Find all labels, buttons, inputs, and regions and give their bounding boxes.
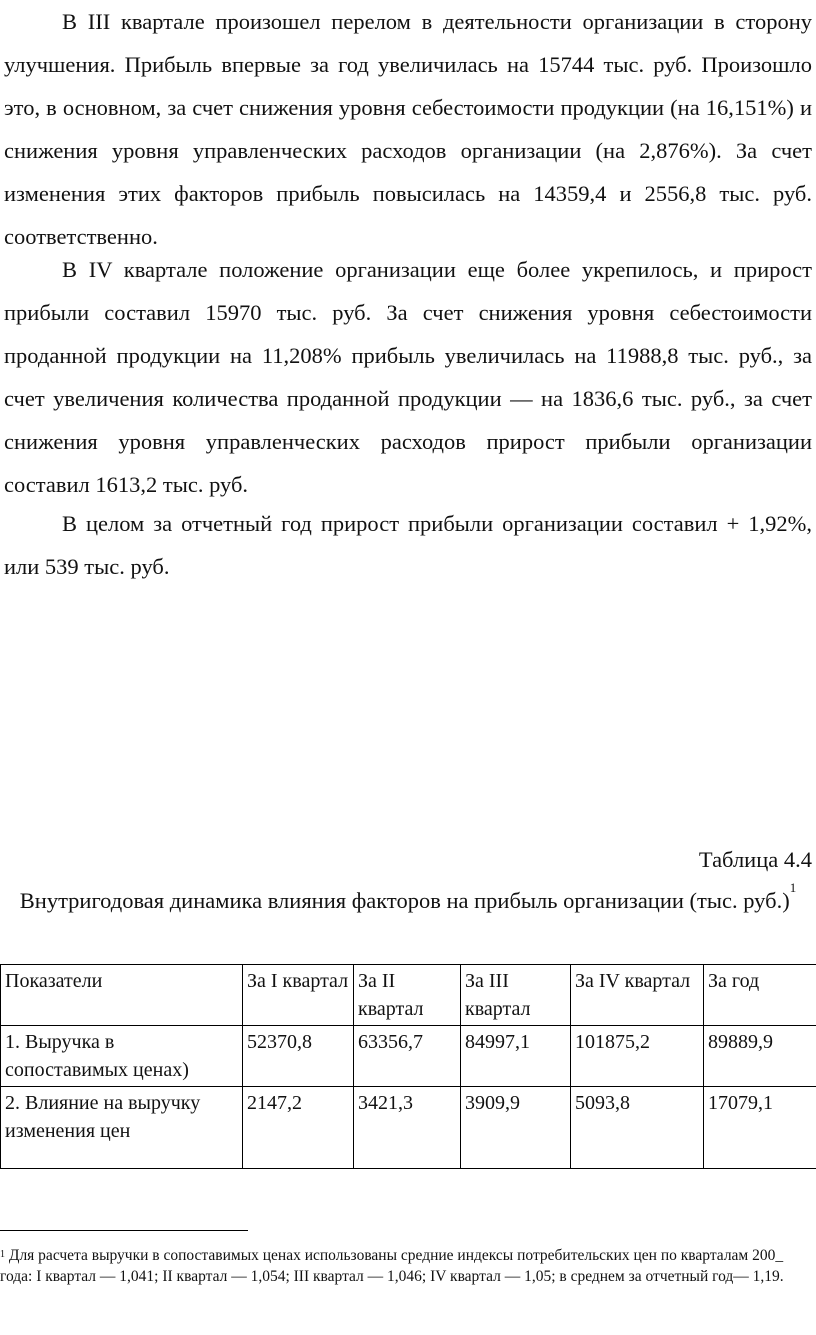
table-cell: 84997,1 — [461, 1026, 571, 1087]
footnote-separator — [0, 1230, 248, 1231]
footnote-reference: 1 — [789, 880, 797, 895]
header-q1: За I квартал — [243, 965, 354, 1026]
table-cell: 52370,8 — [243, 1026, 354, 1087]
factors-table — [0, 964, 816, 1169]
paragraph-q4: В IV квартале положение организации еще более укрепилось, и прирост прибыли составил 15970 тыс. руб. За счет снижения уровня себестоимости проданной продукции на 11,208% прибыль увеличилась на 11988,8 тыс. руб., за счет увеличения количества проданной продукции — на 1836,6 тыс. руб., за счет снижения уровня управленческих расходов прирост прибыли организации составил 1613,2 тыс. руб. — [4, 257, 812, 497]
table-cell: 2147,2 — [243, 1087, 354, 1169]
table-caption-text: Внутригодовая динамика влияния факторов на прибыль организации (тыс. руб.) — [19, 888, 790, 913]
table-row — [1, 1026, 816, 1087]
table-cell: 3421,3 — [354, 1087, 461, 1169]
paragraph-year-summary: В целом за отчетный год прирост прибыли организации составил + 1,92%, или 539 тыс. руб. — [4, 511, 812, 579]
paragraph-q3: В III квартале произошел перелом в деятельности организации в сторону улучшения. Прибыль впервые за год увеличилась на 15744 тыс. руб. Произошло это, в основном, за счет снижения уровня себестоимости продукции (на 16,151%) и снижения уровня управленческих расходов организации (на 2,876%). За счет изменения этих факторов прибыль повысилась на 14359,4 и 2556,8 тыс. руб. соответственно. — [4, 9, 812, 249]
footnote — [0, 1245, 790, 1287]
table-cell: 17079,1 — [704, 1087, 816, 1169]
row-label: 1. Выручка в сопоставимых ценах) — [1, 1026, 243, 1087]
table-caption — [0, 879, 816, 922]
header-q4: За IV квартал — [571, 965, 704, 1026]
table-cell: 89889,9 — [704, 1026, 816, 1087]
footnote-mark: 1 — [0, 1249, 5, 1260]
header-year: За год — [704, 965, 816, 1026]
table-cell: 5093,8 — [571, 1087, 704, 1169]
table-header-row — [1, 965, 816, 1026]
footnote-text: Для расчета выручки в сопоставимых ценах использованы средние индексы потребительских цен по кварталам 200_ года: I квартал — 1,041; II квартал — 1,054; III квартал — 1,046; IV квартал — 1,05; в среднем за отчетный год— 1,19. — [0, 1247, 784, 1285]
header-q2: За II квартал — [354, 965, 461, 1026]
table-cell: 101875,2 — [571, 1026, 704, 1087]
table-cell: 3909,9 — [461, 1087, 571, 1169]
header-q3: За III квартал — [461, 965, 571, 1026]
table-cell: 63356,7 — [354, 1026, 461, 1087]
table-row — [1, 1087, 816, 1169]
row-label: 2. Влияние на выручку изменения цен — [1, 1087, 243, 1169]
table-number: Таблица 4.4 — [698, 847, 812, 872]
header-indicators: Показатели — [1, 965, 243, 1026]
